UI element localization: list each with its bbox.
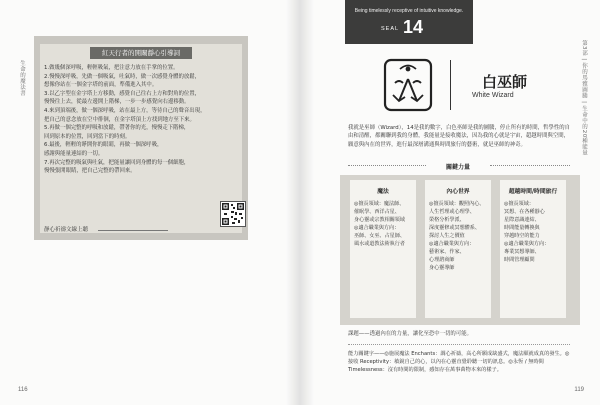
section-rule-right xyxy=(490,165,570,166)
seal-label: SEAL xyxy=(381,26,400,32)
seal-number: 14 xyxy=(403,17,424,37)
step-line: 感謝與能量連結的一切。 xyxy=(44,150,104,157)
power-column-inner-world xyxy=(425,180,491,318)
step-line: 3.以乙字型在金字塔上方移動，感覺自己往右上方和對角的位置， xyxy=(44,90,201,97)
meditation-guide-title: 紅天行者的開關靜心引導詞 xyxy=(90,47,192,59)
power-item: 人生哲理或心理學、 xyxy=(429,209,475,215)
step-line: 5.再做一個完整的呼吸和放鬆，帶著你的光，慢慢走下階梯， xyxy=(44,125,190,132)
meditation-guide-box xyxy=(34,36,248,240)
power-item: 冥想、在各種靜心 xyxy=(504,209,545,215)
power-item: ◎適合職業與方向： xyxy=(504,241,550,247)
power-column-magic xyxy=(350,180,416,318)
power-item: ◎適合職業與方向： xyxy=(354,225,400,231)
seal-name-chinese: 白巫師 xyxy=(482,73,528,91)
power-item: ◎適合職業與方向： xyxy=(429,241,475,247)
step-line: 想像你站在一個金字塔的前面，準備進入其中。 xyxy=(44,82,158,89)
power-item: 深度靈修或冥想體系、 xyxy=(429,225,480,231)
power-column-title: 魔法 xyxy=(377,189,389,195)
seal-name-english: White Wizard xyxy=(472,92,514,99)
page-number-right: 119 xyxy=(574,387,584,393)
running-title-right: 第3部 | 你的馬雅圖騰 | 生命中的20種能量 xyxy=(581,40,587,156)
step-line: 慢慢張開眼睛，把自己完整的帶回來。 xyxy=(44,168,136,175)
book-gutter-shadow-left xyxy=(286,0,300,405)
power-item: 藝術家、作家、 xyxy=(429,249,465,255)
power-item: 巫師、女巫、占星師、 xyxy=(354,233,405,239)
step-line: 把自己的意念放在空中徘徊，在金字塔頂上方找到地方至下來。 xyxy=(44,116,195,123)
power-item: ◎擅長領域：觀照內心、 xyxy=(429,201,485,207)
power-column-body xyxy=(429,200,489,272)
key-powers-heading: 關鍵力量 xyxy=(445,164,470,171)
step-line: 4.來到頂端後，做一個深呼吸，站在最上方，等待自己的聲音出現， xyxy=(44,107,206,114)
step-line: 2.慢慢深呼吸，先做一個吸氣，吐氣時，做一次感覺身體的放鬆， xyxy=(44,73,201,80)
lesson-text: 課題——透過內在的力量，讓化至恐中一切的可能。 xyxy=(348,331,472,337)
power-item: 星際意識連結、 xyxy=(504,217,540,223)
lesson-divider xyxy=(348,344,570,345)
power-column-body xyxy=(354,200,414,248)
step-line: 6.最後，輕輕的睜開你的眼睛，再做一個深呼吸， xyxy=(44,142,163,149)
power-item: 專業冥想導師、 xyxy=(504,249,540,255)
power-item: ◎擅長領域：魔法師、 xyxy=(354,201,405,207)
power-item: 榮格分析學派、 xyxy=(429,217,465,223)
power-item: ◎擅長領域： xyxy=(504,201,534,207)
meditation-steps-list xyxy=(44,64,238,176)
qr-code[interactable] xyxy=(220,201,246,227)
power-item: 探討人生之價值 xyxy=(429,233,465,239)
power-column-title: 內心世界 xyxy=(446,189,470,195)
keywords-paragraph: 能力關鍵字——◎施展魔法 Enchants：調心祈禱，高心所願成缺盛式，魔法願就成真的發生。◎接收 Receptivity：敏銳自己的心，以內在心靈直覺聆聽一切的訊息。◎永恆 / 無時間 Timelessness：沒有時間的限制，感知存在萬事萬物本來的樣子。 xyxy=(348,351,570,374)
seal-banner xyxy=(345,0,473,44)
step-line: 1.做幾個深呼吸，輕輕吸氣，把注意力放在手掌的位置。 xyxy=(44,65,179,71)
power-item: 催眠學、西洋占星、 xyxy=(354,209,400,215)
power-item: 穿越時空的能力 xyxy=(504,233,540,239)
intro-paragraph: 我就是巫師（Wizard），14是我的數字，白色巫師是我的圖騰，停止所有的時間，哲學性的自由和清醒，都關聯到我的身體，我能量是接收魔法，因為我的心就是宇宙，超越時間與空間，願意與內在的世界，進行最深層溝通與時間旅行的藝術，就是巫師的神奇。 xyxy=(348,125,570,148)
power-column-body xyxy=(504,200,564,264)
seal-subtitle: Being timelessly receptive of intuitive knowledge. xyxy=(354,8,464,14)
section-rule-left xyxy=(348,165,426,166)
white-wizard-glyph-icon xyxy=(373,57,443,113)
power-item: 風水或道教法術執行者 xyxy=(354,241,405,247)
power-item: 時間管理顧問 xyxy=(504,257,535,263)
power-item: 身心靈導師 xyxy=(429,265,455,271)
running-title-left: 生命的魔法書 xyxy=(19,60,25,96)
power-column-title: 超越時間/時間旅行 xyxy=(508,189,558,195)
step-line: 回到原本的位置，回到當下的時刻。 xyxy=(44,133,131,140)
name-divider xyxy=(450,60,451,110)
page-number-left: 116 xyxy=(18,387,28,393)
power-item: 身心靈或宗教相關領域 xyxy=(354,217,405,223)
meditation-guide-panel xyxy=(40,44,242,233)
power-item: 時間能量轉換與 xyxy=(504,225,540,231)
right-page xyxy=(300,0,600,405)
power-column-timelessness xyxy=(500,180,566,318)
step-line: 慢慢往上去，從最左邊開上階梯，一步一步感覺向右邊移動。 xyxy=(44,99,190,106)
online-listen-label: 靜心祈禱文線上聽 xyxy=(44,227,89,233)
book-gutter-shadow-right xyxy=(300,0,314,405)
power-item: 心理諮商師 xyxy=(429,257,455,263)
signature-line xyxy=(98,230,168,231)
step-line: 7.再次完整的吸氣與吐氣，把能量讓回到身體的每一個細胞， xyxy=(44,159,190,166)
